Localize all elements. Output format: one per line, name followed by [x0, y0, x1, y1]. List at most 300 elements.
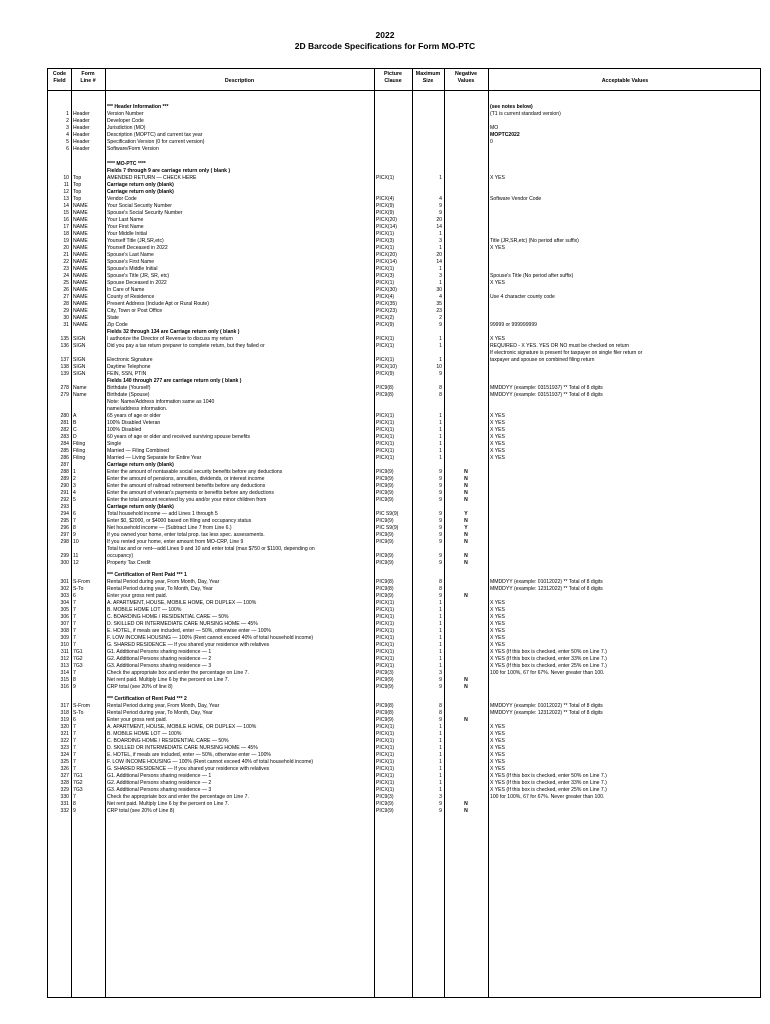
header-code-field: Code Field [52, 71, 67, 84]
picture-clause-cell: PICX(1) [376, 336, 395, 342]
acceptable-values-cell: MOPTC2022 [490, 132, 520, 138]
picture-clause-cell: PIC S9(9) [376, 511, 399, 517]
picture-clause-cell: PIC9(8) [376, 579, 394, 585]
form-line-cell: NAME [73, 322, 88, 328]
maximum-size-cell: 1 [439, 455, 442, 461]
acceptable-values-cell: X YES [490, 455, 505, 461]
form-line-cell: NAME [73, 273, 88, 279]
description-cell: F. LOW INCOME HOUSING — 100% (Rent cannot exceed 40% of total household income) [107, 759, 314, 765]
maximum-size-cell: 23 [436, 308, 442, 314]
picture-clause-cell: PICX(20) [376, 217, 397, 223]
maximum-size-cell: 1 [439, 420, 442, 426]
maximum-size-cell: 9 [439, 469, 442, 475]
negative-values-cell: N [464, 490, 468, 496]
maximum-size-cell: 1 [439, 434, 442, 440]
acceptable-values-cell: X YES (If this box is checked, enter 25% on Line 7.) [490, 787, 607, 793]
picture-clause-cell: PICX(1) [376, 773, 395, 779]
code-field-cell: 332 [60, 808, 69, 814]
code-field-cell: 11 [63, 182, 69, 188]
maximum-size-cell: 1 [439, 448, 442, 454]
picture-clause-cell: PIC9(9) [376, 560, 394, 566]
form-line-cell: 7 [73, 724, 76, 730]
code-field-cell: 22 [63, 259, 69, 265]
maximum-size-cell: 1 [439, 266, 442, 272]
code-field-cell: 283 [60, 434, 69, 440]
code-field-cell: 29 [63, 308, 69, 314]
description-cell: City, Town or Post Office [107, 308, 163, 314]
code-field-cell: 310 [60, 642, 69, 648]
description-cell: Zip Code [107, 322, 128, 328]
maximum-size-cell: 9 [439, 322, 442, 328]
description-cell: D. SKILLED OR INTERMEDIATE CARE NURSING HOME — 45% [107, 621, 258, 627]
description-cell: Your First Name [107, 224, 144, 230]
picture-clause-cell: PIC9(9) [376, 801, 394, 807]
form-line-cell: NAME [73, 210, 88, 216]
code-field-cell: 20 [63, 245, 69, 251]
acceptable-values-cell: X YES [490, 413, 505, 419]
description-cell: Developer Code [107, 118, 144, 124]
code-field-cell: 278 [60, 385, 69, 391]
negative-values-cell: N [464, 684, 468, 690]
form-line-cell: 7 [73, 621, 76, 627]
acceptable-values-cell: X YES [490, 245, 505, 251]
acceptable-values-cell: 99999 or 999999999 [490, 322, 538, 328]
code-field-cell: 304 [60, 600, 69, 606]
code-field-cell: 139 [60, 371, 69, 377]
form-line-cell: 3 [73, 483, 76, 489]
picture-clause-cell: PICX(1) [376, 455, 395, 461]
maximum-size-cell: 1 [439, 413, 442, 419]
form-line-cell: 7 [73, 794, 76, 800]
maximum-size-cell: 3 [439, 794, 442, 800]
code-field-cell: 302 [60, 586, 69, 592]
code-field-cell: 316 [60, 684, 69, 690]
acceptable-values-cell: (see notes below) [490, 104, 533, 110]
description-cell: Fields 32 through 134 are Carriage return only ( blank ) [107, 329, 240, 335]
acceptable-values-cell: X YES [490, 420, 505, 426]
description-cell: Enter the amount of pensions, annuities, dividends, or interest income [107, 476, 265, 482]
code-field-cell: 330 [60, 794, 69, 800]
header-picture-clause: Picture Clause [384, 71, 402, 84]
code-field-cell: 26 [63, 287, 69, 293]
description-cell: Single [107, 441, 122, 447]
description-cell: Carriage return only (blank) [107, 189, 174, 195]
maximum-size-cell: 8 [439, 579, 442, 585]
description-cell: G. SHARED RESIDENCE — If you shared your residence with relatives [107, 766, 270, 772]
picture-clause-cell: PIC9(9) [376, 717, 394, 723]
maximum-size-cell: 4 [439, 294, 442, 300]
acceptable-values-cell: X YES [490, 175, 505, 181]
description-cell: Yourself Deceased in 2022 [107, 245, 168, 251]
maximum-size-cell: 9 [439, 532, 442, 538]
code-field-cell: 317 [60, 703, 69, 709]
acceptable-values-cell: X YES [490, 731, 505, 737]
description-cell: Carriage return only (blank) [107, 182, 174, 188]
negative-values-cell: N [464, 483, 468, 489]
description-cell: Your Social Security Number [107, 203, 172, 209]
description-cell: G1. Additional Persons sharing residence — 1 [107, 649, 212, 655]
picture-clause-cell: PIC9(8) [376, 385, 394, 391]
picture-clause-cell: PIC9(3) [376, 670, 394, 676]
form-line-cell: 9 [73, 808, 76, 814]
code-field-cell: 287 [60, 462, 69, 468]
negative-values-cell: N [464, 518, 468, 524]
form-line-cell: Top [73, 182, 82, 188]
header-description: Description [224, 78, 255, 84]
code-field-cell: 28 [63, 301, 69, 307]
form-line-cell: NAME [73, 245, 88, 251]
form-line-cell: 6 [73, 511, 76, 517]
code-field-cell: 10 [63, 175, 69, 181]
description-cell: CRP total (see 20% of Line 8) [107, 808, 175, 814]
acceptable-values-cell: X YES [490, 738, 505, 744]
code-field-cell: 12 [63, 189, 69, 195]
description-cell: If you owned your home, enter total prop. tax less spec. assessments. [107, 532, 265, 538]
form-line-cell: 5 [73, 497, 76, 503]
maximum-size-cell: 1 [439, 280, 442, 286]
description-cell: Enter your gross rent paid. [107, 717, 168, 723]
form-line-cell: Header [73, 118, 90, 124]
maximum-size-cell: 8 [439, 586, 442, 592]
code-field-cell: 307 [60, 621, 69, 627]
description-cell: Vendor Code [107, 196, 137, 202]
description-cell: name/address information. [107, 406, 168, 412]
code-field-cell: 308 [60, 628, 69, 634]
picture-clause-cell: PICX(1) [376, 245, 395, 251]
description-cell: Did you pay a tax return preparer to complete return, but they failed or [107, 343, 265, 349]
picture-clause-cell: PICX(1) [376, 607, 395, 613]
maximum-size-cell: 1 [439, 231, 442, 237]
form-line-cell: 7 [73, 607, 76, 613]
picture-clause-cell: PIC9(9) [376, 808, 394, 814]
picture-clause-cell: PIC9(9) [376, 490, 394, 496]
maximum-size-cell: 3 [439, 238, 442, 244]
description-cell: G2. Additional Persons sharing residence — 2 [107, 656, 212, 662]
code-field-cell: 292 [60, 497, 69, 503]
code-field-cell: 6 [66, 146, 69, 152]
acceptable-values-cell: X YES (If this box is checked, enter 33% on Line 7.) [490, 780, 607, 786]
maximum-size-cell: 1 [439, 649, 442, 655]
form-line-cell: SIGN [73, 357, 86, 363]
picture-clause-cell: PIC9(9) [376, 483, 394, 489]
form-line-cell: 2 [73, 476, 76, 482]
description-cell: G2. Additional Persons sharing residence — 2 [107, 780, 212, 786]
code-field-cell: 286 [60, 455, 69, 461]
form-line-cell: NAME [73, 287, 88, 293]
code-field-cell: 138 [60, 364, 69, 370]
code-field-cell: 3 [66, 125, 69, 131]
code-field-cell: 16 [63, 217, 69, 223]
description-cell: Net rent paid. Multiply Line 6 by the percent on Line 7. [107, 677, 230, 683]
form-line-cell: NAME [73, 280, 88, 286]
acceptable-values-cell: (T1 is current standard version) [490, 111, 561, 117]
picture-clause-cell: PICX(1) [376, 343, 395, 349]
picture-clause-cell: PICX(1) [376, 266, 395, 272]
maximum-size-cell: 1 [439, 607, 442, 613]
picture-clause-cell: PICX(1) [376, 635, 395, 641]
code-field-cell: 290 [60, 483, 69, 489]
code-field-cell: 315 [60, 677, 69, 683]
picture-clause-cell: PICX(1) [376, 357, 395, 363]
form-line-cell: 7 [73, 642, 76, 648]
code-field-cell: 1 [66, 111, 69, 117]
description-cell: Rental Period during year, From Month, Day, Year [107, 703, 220, 709]
code-field-cell: 4 [66, 132, 69, 138]
code-field-cell: 289 [60, 476, 69, 482]
picture-clause-cell: PIC9(9) [376, 532, 394, 538]
description-cell: Net rent paid. Multiply Line 6 by the percent on Line 7. [107, 801, 230, 807]
code-field-cell: 321 [60, 731, 69, 737]
description-cell: E. HOTEL, if meals are included, enter — 50%, otherwise enter — 100% [107, 628, 271, 634]
code-field-cell: 15 [63, 210, 69, 216]
description-cell: Check the appropriate box and enter the percentage on Line 7. [107, 670, 249, 676]
picture-clause-cell: PIC9(8) [376, 392, 394, 398]
description-cell: If you rented your home, enter amount from MO-CRP, Line 9 [107, 539, 244, 545]
description-cell: F. LOW INCOME HOUSING — 100% (Rent cannot exceed 40% of total household income) [107, 635, 314, 641]
acceptable-values-cell: Use 4 character county code [490, 294, 555, 300]
form-line-cell: 7G2 [73, 780, 83, 786]
description-cell: Birthdate (Yourself) [107, 385, 151, 391]
maximum-size-cell: 1 [439, 738, 442, 744]
picture-clause-cell: PICX(1) [376, 656, 395, 662]
picture-clause-cell: PICX(14) [376, 259, 397, 265]
picture-clause-cell: PICX(30) [376, 287, 397, 293]
picture-clause-cell: PICX(35) [376, 301, 397, 307]
code-field-cell: 298 [60, 539, 69, 545]
code-field-cell: 291 [60, 490, 69, 496]
maximum-size-cell: 9 [439, 476, 442, 482]
description-cell: G3. Additional Persons sharing residence — 3 [107, 787, 212, 793]
picture-clause-cell: PIC S9(9) [376, 525, 399, 531]
picture-clause-cell: PIC9(9) [376, 539, 394, 545]
description-cell: *** Certification of Rent Paid *** 1 [107, 572, 187, 578]
form-line-cell: B [73, 420, 77, 426]
negative-values-cell: N [464, 497, 468, 503]
maximum-size-cell: 9 [439, 203, 442, 209]
form-line-cell: 6 [73, 717, 76, 723]
acceptable-values-cell: Software Vendor Code [490, 196, 542, 202]
negative-values-cell: N [464, 808, 468, 814]
description-cell: Your Last Name [107, 217, 144, 223]
form-line-cell: 9 [73, 684, 76, 690]
description-cell: In Care of Name [107, 287, 145, 293]
maximum-size-cell: 1 [439, 343, 442, 349]
code-field-cell: 313 [60, 663, 69, 669]
form-line-cell: Filing [73, 455, 86, 461]
form-line-cell: 7 [73, 670, 76, 676]
description-cell: Spouse Deceased in 2022 [107, 280, 167, 286]
maximum-size-cell: 9 [439, 808, 442, 814]
picture-clause-cell: PIC9(9) [376, 684, 394, 690]
acceptable-values-cell: X YES [490, 724, 505, 730]
form-line-cell: 6 [73, 593, 76, 599]
code-field-cell: 324 [60, 752, 69, 758]
form-line-cell: 7 [73, 614, 76, 620]
description-cell: Fields 7 through 9 are carriage return only ( blank ) [107, 168, 231, 174]
form-line-cell: SIGN [73, 364, 86, 370]
code-field-cell: 312 [60, 656, 69, 662]
description-cell: Net household income — (Subtract Line 7 from Line 6.) [107, 525, 232, 531]
form-line-cell: 7G1 [73, 649, 83, 655]
code-field-cell: 314 [60, 670, 69, 676]
form-line-cell: 7G3 [73, 663, 83, 669]
description-cell: D. SKILLED OR INTERMEDIATE CARE NURSING HOME — 45% [107, 745, 258, 751]
code-field-cell: 297 [60, 532, 69, 538]
acceptable-values-cell: Spouse's Title (No period after suffix) [490, 273, 574, 279]
picture-clause-cell: PICX(2) [376, 315, 395, 321]
picture-clause-cell: PICX(1) [376, 427, 395, 433]
description-cell: Property Tax Credit [107, 560, 151, 566]
code-field-cell: 294 [60, 511, 69, 517]
description-cell: *** Certification of Rent Paid *** 2 [107, 696, 187, 702]
form-line-cell: 12 [73, 560, 79, 566]
picture-clause-cell: PIC9(9) [376, 593, 394, 599]
picture-clause-cell: PIC9(8) [376, 710, 394, 716]
form-line-cell: NAME [73, 238, 88, 244]
code-field-cell: 322 [60, 738, 69, 744]
description-cell: Specification Version (0 for current version) [107, 139, 205, 145]
acceptable-values-cell: 100 for 100%, 67 for 67%. Never greater than 100. [490, 670, 605, 676]
picture-clause-cell: PICX(9) [376, 322, 395, 328]
picture-clause-cell: PICX(1) [376, 434, 395, 440]
maximum-size-cell: 8 [439, 392, 442, 398]
description-cell: Married — Living Separate for Entire Year [107, 455, 202, 461]
form-line-cell: NAME [73, 217, 88, 223]
form-line-cell: 9 [73, 532, 76, 538]
maximum-size-cell: 8 [439, 385, 442, 391]
description-cell: A. APARTMENT, HOUSE, MOBILE HOME, OR DUPLEX — 100% [107, 600, 257, 606]
description-cell: Rental Period during year, From Month, Day, Year [107, 579, 220, 585]
form-line-cell: Header [73, 125, 90, 131]
header-maximum-size: Maximum Size [415, 71, 441, 84]
description-cell: G. SHARED RESIDENCE — If you shared your residence with relatives [107, 642, 270, 648]
description-cell: B. MOBILE HOME LOT — 100% [107, 607, 182, 613]
code-field-cell: 5 [66, 139, 69, 145]
description-cell: G3. Additional Persons sharing residence — 3 [107, 663, 212, 669]
maximum-size-cell: 1 [439, 621, 442, 627]
code-field-cell: 21 [63, 252, 69, 258]
picture-clause-cell: PIC9(9) [376, 497, 394, 503]
maximum-size-cell: 1 [439, 175, 442, 181]
form-line-cell: SIGN [73, 336, 86, 342]
acceptable-values-cell: X YES (If this box is checked, enter 50% on Line 7.) [490, 773, 607, 779]
description-cell: 60 years of age or older and received surviving spouse benefits [107, 434, 250, 440]
code-field-cell: 14 [63, 203, 69, 209]
form-line-cell: Header [73, 146, 90, 152]
picture-clause-cell: PICX(20) [376, 252, 397, 258]
code-field-cell: 301 [60, 579, 69, 585]
maximum-size-cell: 1 [439, 357, 442, 363]
description-cell: Jurisdiction (MO) [107, 125, 146, 131]
code-field-cell: 325 [60, 759, 69, 765]
code-field-cell: 326 [60, 766, 69, 772]
description-cell: I authorize the Director of Revenue to discuss my return [107, 336, 233, 342]
description-cell: Enter the amount of railroad retirement benefits before any deductions [107, 483, 266, 489]
negative-values-cell: N [464, 677, 468, 683]
acceptable-values-cell: X YES [490, 759, 505, 765]
code-field-cell: 293 [60, 504, 69, 510]
description-cell: Carriage return only (blank) [107, 504, 174, 510]
acceptable-values-cell: MO [490, 125, 499, 131]
form-line-cell: 7 [73, 518, 76, 524]
description-cell: 100% Disabled [107, 427, 142, 433]
description-cell: Rental Period during year, To Month, Day, Year [107, 586, 213, 592]
picture-clause-cell: PICX(1) [376, 600, 395, 606]
acceptable-values-cell: X YES [490, 441, 505, 447]
maximum-size-cell: 1 [439, 656, 442, 662]
description-cell: Version Number [107, 111, 144, 117]
code-field-cell: 328 [60, 780, 69, 786]
description-cell: Daytime Telephone [107, 364, 151, 370]
code-field-cell: 25 [63, 280, 69, 286]
code-field-cell: 137 [60, 357, 69, 363]
code-field-cell: 281 [60, 420, 69, 426]
picture-clause-cell: PIC9(9) [376, 476, 394, 482]
form-line-cell: NAME [73, 266, 88, 272]
maximum-size-cell: 1 [439, 663, 442, 669]
description-cell: Spouse's Middle Initial [107, 266, 158, 272]
negative-values-cell: N [464, 476, 468, 482]
maximum-size-cell: 1 [439, 780, 442, 786]
description-cell: Spouse's Social Security Number [107, 210, 183, 216]
description-cell: 100% Disabled Veteran [107, 420, 161, 426]
document-year: 2022 [375, 30, 395, 40]
maximum-size-cell: 9 [439, 497, 442, 503]
code-field-cell: 30 [63, 315, 69, 321]
acceptable-values-cell: REQUIRED - X YES. YES OR NO must be checked on return [490, 343, 630, 349]
description-cell: Note: Name/Address information same as 1040 [107, 399, 215, 405]
description-cell: Birthdate (Spouse) [107, 392, 150, 398]
picture-clause-cell: PIC9(3) [376, 794, 394, 800]
maximum-size-cell: 35 [436, 301, 442, 307]
code-field-cell: 320 [60, 724, 69, 730]
maximum-size-cell: 1 [439, 635, 442, 641]
form-line-cell: NAME [73, 308, 88, 314]
picture-clause-cell: PICX(1) [376, 280, 395, 286]
maximum-size-cell: 9 [439, 490, 442, 496]
form-line-cell: 7 [73, 752, 76, 758]
maximum-size-cell: 30 [436, 287, 442, 293]
maximum-size-cell: 9 [439, 210, 442, 216]
code-field-cell: 300 [60, 560, 69, 566]
code-field-cell: 23 [63, 266, 69, 272]
maximum-size-cell: 9 [439, 677, 442, 683]
negative-values-cell: N [464, 801, 468, 807]
form-line-cell: 7 [73, 745, 76, 751]
picture-clause-cell: PICX(10) [376, 364, 397, 370]
form-line-cell: NAME [73, 252, 88, 258]
negative-values-cell: N [464, 560, 468, 566]
form-line-cell: Name [73, 392, 87, 398]
form-line-cell: 8 [73, 525, 76, 531]
header-form-line: Form Line # [80, 71, 96, 84]
maximum-size-cell: 9 [439, 801, 442, 807]
negative-values-cell: Y [464, 525, 468, 531]
form-line-cell: Header [73, 111, 90, 117]
maximum-size-cell: 1 [439, 724, 442, 730]
picture-clause-cell: PIC9(8) [376, 703, 394, 709]
acceptable-values-cell: X YES [490, 434, 505, 440]
negative-values-cell: Y [464, 511, 468, 517]
description-cell: Fields 140 through 277 are carriage return only ( blank ) [107, 378, 242, 384]
form-line-cell: 4 [73, 490, 76, 496]
description-cell: Enter the total amount received by you and/or your minor children from [107, 497, 267, 503]
form-line-cell: A [73, 413, 77, 419]
form-line-cell: SIGN [73, 371, 86, 377]
description-cell: Total tax and or rent—add Lines 9 and 10 and enter total (max $750 or $1100, depending on [107, 546, 315, 552]
acceptable-values-cell: X YES [490, 280, 505, 286]
form-line-cell: 7 [73, 738, 76, 744]
